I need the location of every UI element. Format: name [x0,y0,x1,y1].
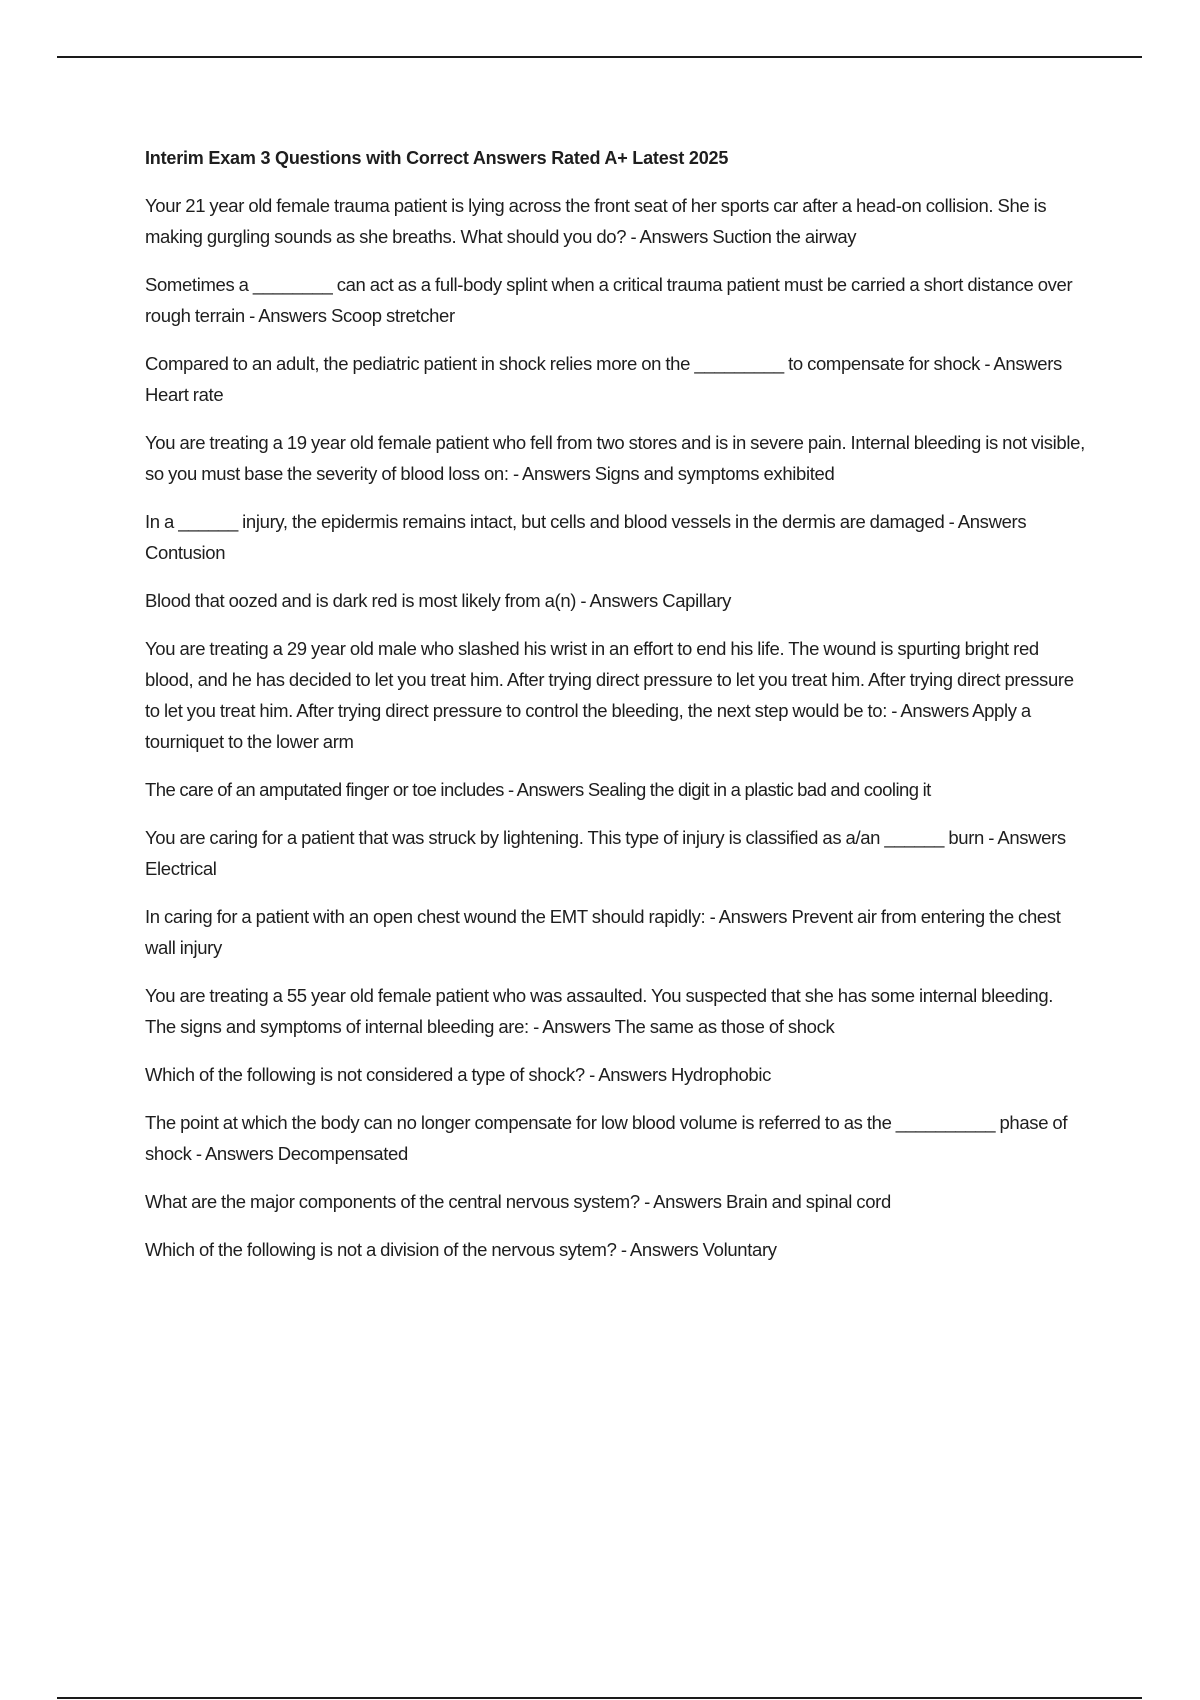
qa-item: Your 21 year old female trauma patient is lying across the front seat of her sports car after a head-on collision. She is making gurgling sounds as she breaths. What should you do? - Answers Suction the airway [145,195,1047,247]
qa-item: Blood that oozed and is dark red is most likely from a(n) - Answers Capillary [145,590,732,611]
qa-item: The point at which the body can no longer compensate for low blood volume is referred to as the __________ phase of shock - Answers Decompensated [145,1112,1068,1164]
qa-item: You are treating a 29 year old male who slashed his wrist in an effort to end his life. The wound is spurting bright red blood, and he has decided to let you treat him. After trying direct pressure to let you treat him. After trying direct pressure to let you treat him. After trying direct pressure to control the bleeding, the next step would be to: - Answers Apply a tourniquet to the lower arm [145,638,1074,752]
qa-item: What are the major components of the central nervous system? - Answers Brain and spinal cord [145,1191,891,1212]
qa-item: You are treating a 19 year old female patient who fell from two stores and is in severe pain. Internal bleeding is not visible, so you must base the severity of blood loss on: - Answers Signs and symptoms exhibited [145,432,1085,484]
qa-item: You are treating a 55 year old female patient who was assaulted. You suspected that she has some internal bleeding. The signs and symptoms of internal bleeding are: - Answers The same as those of shock [145,985,1054,1037]
qa-item: Sometimes a ________ can act as a full-body splint when a critical trauma patient must be carried a short distance over rough terrain - Answers Scoop stretcher [145,274,1073,326]
qa-item: Which of the following is not considered a type of shock? - Answers Hydrophobic [145,1064,772,1085]
qa-item: In a ______ injury, the epidermis remains intact, but cells and blood vessels in the dermis are damaged - Answers Contusion [145,511,1027,563]
document-body [145,145,1085,1282]
qa-item: In caring for a patient with an open chest wound the EMT should rapidly: - Answers Prevent air from entering the chest wall injury [145,906,1061,958]
bottom-rule [57,1697,1142,1699]
qa-item: Compared to an adult, the pediatric patient in shock relies more on the _________ to compensate for shock - Answers Heart rate [145,353,1062,405]
document-title: Interim Exam 3 Questions with Correct Answers Rated A+ Latest 2025 [145,148,729,168]
top-rule [57,56,1142,58]
qa-item: The care of an amputated finger or toe includes - Answers Sealing the digit in a plastic bad and cooling it [145,779,931,800]
qa-item: Which of the following is not a division of the nervous sytem? - Answers Voluntary [145,1239,777,1260]
qa-item: You are caring for a patient that was struck by lightening. This type of injury is classified as a/an ______ burn - Answers Electrical [145,827,1066,879]
